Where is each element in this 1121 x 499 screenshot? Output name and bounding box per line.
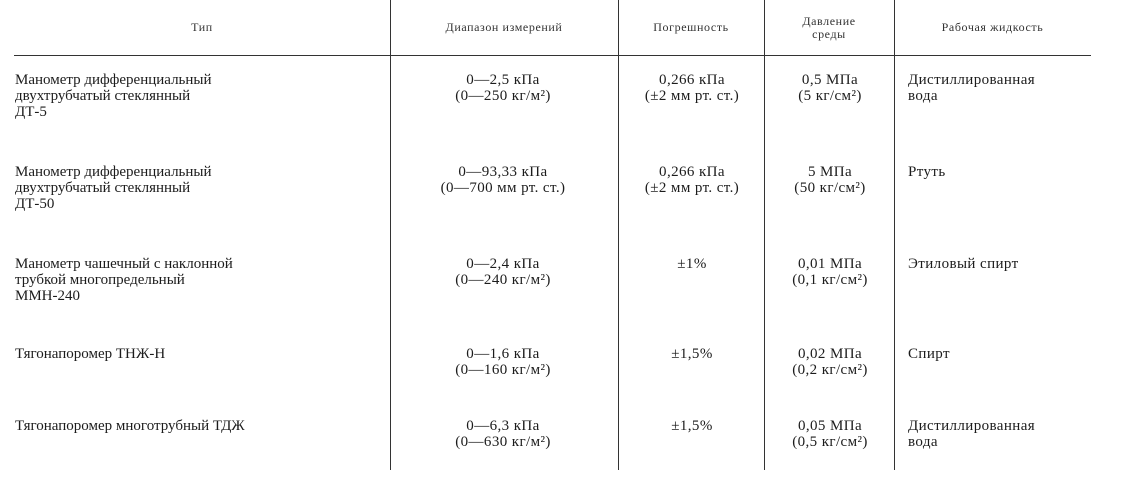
cell-text: вода xyxy=(908,434,938,450)
header-error-label: Погрешность xyxy=(653,20,729,34)
cell-text: ±1,5% xyxy=(671,418,713,434)
cell-text: Ртуть xyxy=(908,164,946,180)
cell-range xyxy=(390,418,616,450)
header-pressure-label-2: среды xyxy=(812,26,846,41)
cell-fluid xyxy=(908,164,946,180)
cell-text: Дистиллированная xyxy=(908,418,1036,434)
cell-text: ММН-240 xyxy=(15,288,81,304)
cell-text: Манометр чашечный с наклонной xyxy=(15,256,233,272)
cell-text: 0—93,33 кПа xyxy=(458,164,548,180)
header-type-label: Тип xyxy=(191,20,213,34)
cell-text: (5 кг/см²) xyxy=(798,88,862,104)
cell-text: 0—6,3 кПа xyxy=(466,418,540,434)
cell-text: 0,266 кПа xyxy=(659,164,725,180)
cell-range xyxy=(390,346,616,378)
cell-pressure xyxy=(766,72,894,104)
cell-text: Тягонапоромер ТНЖ-Н xyxy=(15,346,166,362)
cell-type xyxy=(15,346,165,362)
cell-text: (0,2 кг/см²) xyxy=(792,362,868,378)
header-fluid-label: Рабочая жидкость xyxy=(941,20,1044,34)
cell-pressure xyxy=(766,164,894,196)
cell-text: (±2 мм рт. ст.) xyxy=(644,88,740,104)
column-divider xyxy=(618,0,619,470)
header-type xyxy=(14,0,390,55)
cell-text: (0—160 кг/м²) xyxy=(455,362,551,378)
cell-pressure xyxy=(766,256,894,288)
cell-error xyxy=(620,256,764,272)
cell-text: Манометр дифференциальный xyxy=(15,164,212,180)
cell-text: ДТ-5 xyxy=(15,104,47,120)
cell-text: 0,05 МПа xyxy=(797,418,863,434)
header-range xyxy=(390,0,618,55)
cell-text: (0—630 кг/м²) xyxy=(455,434,551,450)
cell-text: ±1% xyxy=(677,256,707,272)
cell-error xyxy=(620,164,764,196)
cell-text: Манометр дифференциальный xyxy=(15,72,212,88)
cell-text: ±1,5% xyxy=(671,346,713,362)
cell-type xyxy=(15,164,212,212)
cell-text: (0—700 мм рт. ст.) xyxy=(440,180,566,196)
cell-error xyxy=(620,72,764,104)
header-fluid xyxy=(894,0,1091,55)
cell-range xyxy=(390,164,616,196)
cell-pressure xyxy=(766,346,894,378)
column-divider xyxy=(764,0,765,470)
cell-text: 5 МПа xyxy=(807,164,853,180)
cell-text: двухтрубчатый стеклянный xyxy=(15,180,191,196)
cell-type xyxy=(15,418,245,434)
cell-fluid xyxy=(908,72,1035,104)
cell-error xyxy=(620,418,764,434)
cell-text: трубкой многопредельный xyxy=(15,272,185,288)
cell-text: 0,266 кПа xyxy=(659,72,725,88)
header-range-label: Диапазон измерений xyxy=(445,20,563,34)
cell-text: ДТ-50 xyxy=(15,196,55,212)
header-rule xyxy=(14,55,1091,56)
cell-text: 0—2,5 кПа xyxy=(466,72,540,88)
cell-text: 0,5 МПа xyxy=(801,72,859,88)
cell-fluid xyxy=(908,346,950,362)
header-pressure-label-1: Давление xyxy=(802,13,856,28)
cell-text: вода xyxy=(908,88,938,104)
cell-text: Дистиллированная xyxy=(908,72,1036,88)
cell-text: Спирт xyxy=(908,346,950,362)
column-divider xyxy=(894,0,895,470)
cell-text: (±2 мм рт. ст.) xyxy=(644,180,740,196)
cell-type xyxy=(15,256,233,304)
cell-text: (50 кг/см²) xyxy=(794,180,866,196)
cell-text: (0—240 кг/м²) xyxy=(455,272,551,288)
cell-text: (0,5 кг/см²) xyxy=(792,434,868,450)
cell-text: 0—2,4 кПа xyxy=(466,256,540,272)
cell-pressure xyxy=(766,418,894,450)
cell-type xyxy=(15,72,212,120)
header-pressure xyxy=(764,0,894,55)
cell-text: Тягонапоромер многотрубный ТДЖ xyxy=(15,418,245,434)
header-error xyxy=(618,0,764,55)
cell-fluid xyxy=(908,418,1035,450)
cell-error xyxy=(620,346,764,362)
cell-text: 0,02 МПа xyxy=(797,346,863,362)
column-divider xyxy=(390,0,391,470)
cell-text: 0,01 МПа xyxy=(797,256,863,272)
cell-range xyxy=(390,72,616,104)
cell-range xyxy=(390,256,616,288)
cell-text: (0,1 кг/см²) xyxy=(792,272,868,288)
cell-text: 0—1,6 кПа xyxy=(466,346,540,362)
cell-text: (0—250 кг/м²) xyxy=(455,88,551,104)
cell-fluid xyxy=(908,256,1019,272)
cell-text: двухтрубчатый стеклянный xyxy=(15,88,191,104)
cell-text: Этиловый спирт xyxy=(908,256,1019,272)
